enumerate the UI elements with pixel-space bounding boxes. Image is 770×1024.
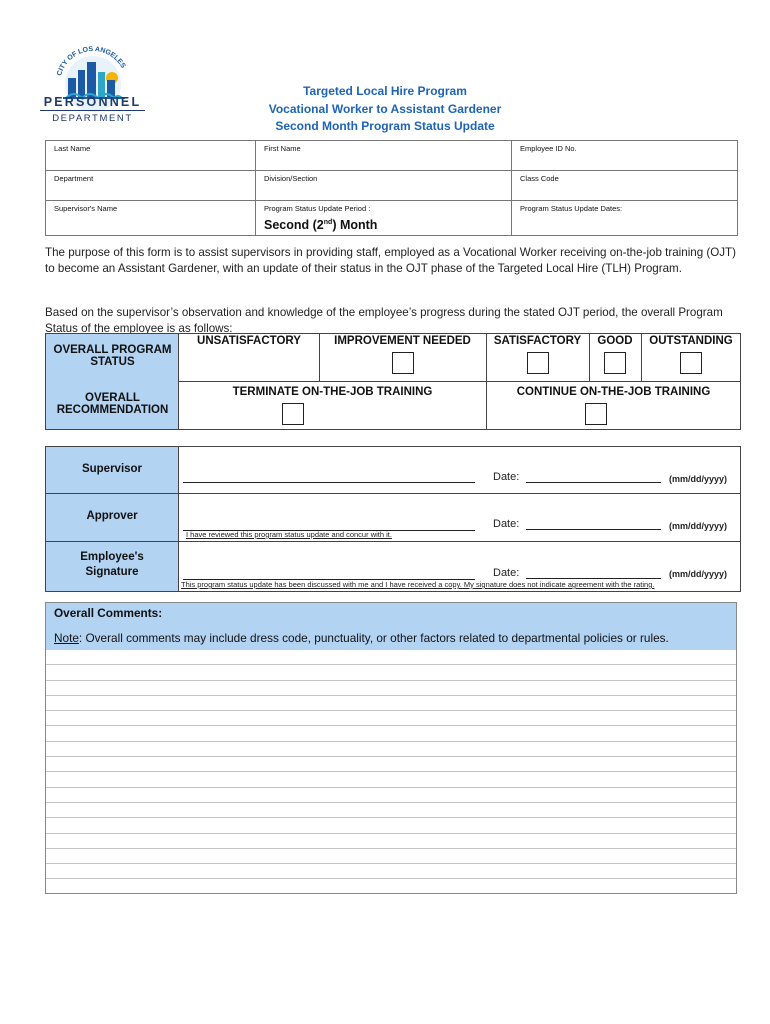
employee-date-label: Date: xyxy=(493,567,520,579)
option-improvement-needed xyxy=(319,335,486,377)
approver-date-format: (mm/dd/yyyy) xyxy=(669,521,728,531)
supervisor-date-format: (mm/dd/yyyy) xyxy=(669,474,728,484)
satisfactory-checkbox[interactable] xyxy=(527,352,549,374)
good-checkbox[interactable] xyxy=(604,352,626,374)
comment-line[interactable] xyxy=(46,864,736,879)
svg-text:CITY OF LOS ANGELES: CITY OF LOS ANGELES xyxy=(56,45,127,77)
employee-acknowledgement-note: This program status update has been discussed with me and I have received a copy. My signature does not indicate agreement with the rating. xyxy=(181,580,655,589)
status-table xyxy=(45,333,741,430)
update-period-field xyxy=(256,201,512,236)
supervisor-date-line[interactable] xyxy=(526,482,661,483)
title-line-2: Vocational Worker to Assistant Gardener xyxy=(268,101,502,116)
observation-paragraph: Based on the supervisor’s observation and knowledge of the employee’s progress during the stated OJT period, the overall Program Status of the employee is as follows: xyxy=(45,306,723,335)
approver-date-label: Date: xyxy=(493,518,520,530)
division-label: Division/Section xyxy=(264,174,318,183)
comment-line[interactable] xyxy=(46,772,736,787)
approver-label: Approver xyxy=(86,510,138,522)
title-line-3: Second Month Program Status Update xyxy=(275,119,495,133)
approver-signature-row xyxy=(46,494,740,542)
comment-line[interactable] xyxy=(46,681,736,696)
class-code-field[interactable] xyxy=(512,171,738,201)
recommendation-continue xyxy=(486,386,741,428)
option-unsatisfactory xyxy=(179,335,319,347)
comment-line[interactable] xyxy=(46,726,736,741)
employee-info-table xyxy=(45,140,738,236)
employee-signature-label: Employee's Signature xyxy=(80,551,144,578)
comments-lines[interactable] xyxy=(46,650,736,879)
employee-label-cell xyxy=(46,542,179,591)
option-outstanding-label: OUTSTANDING xyxy=(649,335,733,347)
update-dates-label: Program Status Update Dates: xyxy=(520,204,623,213)
status-row-divider xyxy=(179,381,741,382)
supervisor-label-cell xyxy=(46,447,179,493)
comment-line[interactable] xyxy=(46,711,736,726)
employee-signature-row xyxy=(46,542,740,591)
option-improvement-needed-label: IMPROVEMENT NEEDED xyxy=(334,335,471,347)
division-field[interactable] xyxy=(256,171,512,201)
option-satisfactory-label: SATISFACTORY xyxy=(493,335,582,347)
option-outstanding xyxy=(641,335,741,377)
option-unsatisfactory-label: UNSATISFACTORY xyxy=(197,335,301,347)
overall-program-status-label: OVERALL PROGRAM STATUS xyxy=(53,344,172,368)
supervisor-label: Supervisor xyxy=(81,463,143,475)
status-label-column xyxy=(46,334,179,429)
employee-id-field[interactable] xyxy=(512,141,738,171)
supervisor-date-label: Date: xyxy=(493,471,520,483)
last-name-field[interactable] xyxy=(46,141,256,171)
last-name-label: Last Name xyxy=(54,144,91,153)
update-period-value: Second (2nd) Month xyxy=(264,218,378,232)
outstanding-checkbox[interactable] xyxy=(680,352,702,374)
improvement-needed-checkbox[interactable] xyxy=(392,352,414,374)
comments-header xyxy=(46,603,736,650)
comment-line[interactable] xyxy=(46,757,736,772)
approver-date-line[interactable] xyxy=(526,529,661,530)
class-code-label: Class Code xyxy=(520,174,559,183)
logo-line-department: DEPARTMENT xyxy=(40,110,145,124)
continue-checkbox[interactable] xyxy=(585,403,607,425)
recommendation-terminate xyxy=(179,386,486,428)
recommendation-continue-label: CONTINUE ON-THE-JOB TRAINING xyxy=(516,386,711,398)
supervisor-signature-row xyxy=(46,447,740,494)
department-label: Department xyxy=(54,174,94,183)
comments-note xyxy=(54,631,728,645)
comments-title: Overall Comments: xyxy=(54,606,163,620)
supervisor-name-label: Supervisor's Name xyxy=(54,204,118,213)
approver-concur-note: I have reviewed this program status update and concur with it. xyxy=(186,530,392,539)
form-title xyxy=(230,83,540,136)
recommendation-terminate-label: TERMINATE ON-THE-JOB TRAINING xyxy=(232,386,433,398)
employee-id-label: Employee ID No. xyxy=(520,144,577,153)
first-name-field[interactable] xyxy=(256,141,512,171)
overall-comments-section xyxy=(45,602,737,894)
supervisor-name-field[interactable] xyxy=(46,201,256,236)
comment-line[interactable] xyxy=(46,742,736,757)
comment-line[interactable] xyxy=(46,834,736,849)
supervisor-signature-line[interactable] xyxy=(183,482,475,483)
overall-recommendation-label: OVERALL RECOMMENDATION xyxy=(56,392,169,416)
comment-line[interactable] xyxy=(46,849,736,864)
comments-note-text: : Overall comments may include dress code, punctuality, or other factors related to departmental policies or rules. xyxy=(78,631,669,645)
signature-table xyxy=(45,446,741,592)
comments-note-label: Note xyxy=(54,631,79,645)
approver-label-cell xyxy=(46,494,179,541)
department-field[interactable] xyxy=(46,171,256,201)
first-name-label: First Name xyxy=(264,144,301,153)
comment-line[interactable] xyxy=(46,696,736,711)
purpose-paragraph: The purpose of this form is to assist supervisors in providing staff, employed as a Vocational Worker receiving on-the-job training (OJT) to become an Assistant Gardener, with an update of their status in the OJT phase of the Targeted Local Hire (TLH) Program. xyxy=(45,246,736,275)
title-line-1: Targeted Local Hire Program xyxy=(303,84,467,98)
comment-line[interactable] xyxy=(46,650,736,665)
employee-date-line[interactable] xyxy=(526,578,661,579)
employee-date-format: (mm/dd/yyyy) xyxy=(669,569,728,579)
option-good-label: GOOD xyxy=(597,335,633,347)
comment-line[interactable] xyxy=(46,665,736,680)
option-good xyxy=(589,335,641,377)
comment-line[interactable] xyxy=(46,803,736,818)
comment-line[interactable] xyxy=(46,788,736,803)
option-satisfactory xyxy=(486,335,589,377)
terminate-checkbox[interactable] xyxy=(282,403,304,425)
logo-line-personnel: PERSONNEL xyxy=(43,95,142,109)
comment-line[interactable] xyxy=(46,818,736,833)
update-period-label: Program Status Update Period : xyxy=(264,204,371,213)
update-dates-field[interactable] xyxy=(512,201,738,236)
